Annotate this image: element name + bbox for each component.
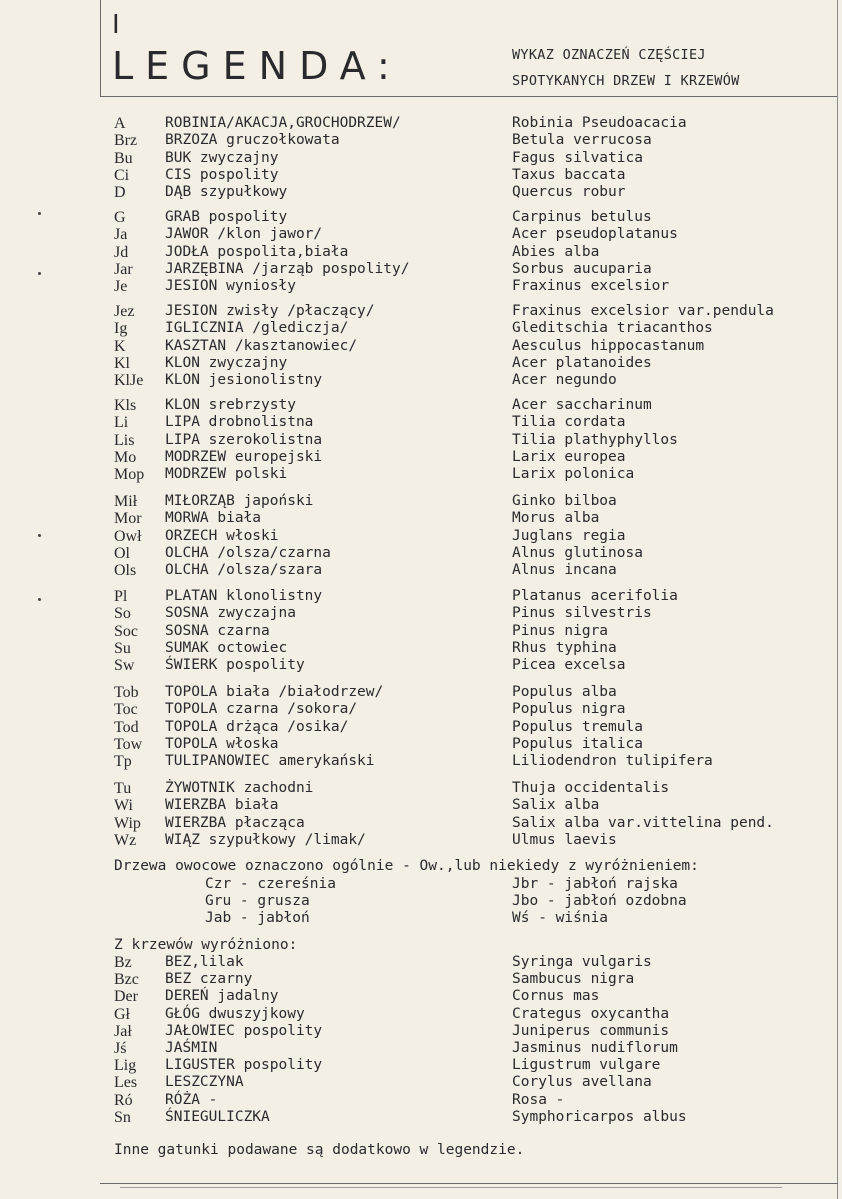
tree-polish-name: JAWOR /klon jawor/ — [165, 226, 323, 243]
tree-polish-name: TOPOLA włoska — [165, 735, 279, 752]
margin-dot — [38, 212, 41, 215]
tree-abbr: Toc — [114, 701, 138, 719]
tree-polish-name: BRZOZA gruczołkowata — [165, 132, 340, 149]
tree-polish-name: WIERZBA biała — [165, 797, 279, 814]
tree-polish-name: IGLICZNIA /glediczja/ — [165, 320, 349, 337]
frame-line-bottom-secondary — [120, 1187, 782, 1188]
tree-latin-name: Ginko bilboa — [512, 493, 617, 509]
tree-latin-name: Acer pseudoplatanus — [512, 226, 678, 243]
tree-latin-name: Acer negundo — [512, 372, 617, 389]
shrub-latin-name: Syringa vulgaris — [512, 954, 652, 970]
tree-abbr: Wz — [114, 831, 137, 849]
tree-latin-name: Taxus baccata — [512, 166, 626, 183]
tree-polish-name: SOSNA zwyczajna — [165, 605, 296, 622]
tree-latin-name: Sorbus aucuparia — [512, 260, 652, 277]
tree-abbr: Owł — [114, 527, 142, 545]
tree-latin-name: Platanus acerifolia — [512, 588, 678, 604]
tree-latin-name: Acer platanoides — [512, 354, 652, 371]
tree-polish-name: JARZĘBINA /jarząb pospolity/ — [165, 260, 410, 277]
shrub-latin-name: Cornus mas — [512, 988, 600, 1005]
tree-abbr: Brz — [114, 132, 138, 150]
shrub-polish-name: GŁÓG dwuszyjkowy — [165, 1005, 305, 1022]
tree-polish-name: LIPA drobnolistna — [165, 414, 314, 431]
tree-latin-name: Salix alba — [512, 797, 600, 814]
tree-abbr: A — [114, 115, 126, 132]
tree-latin-name: Rhus typhina — [512, 639, 617, 656]
tree-latin-name: Betula verrucosa — [512, 132, 652, 149]
tree-latin-name: Pinus nigra — [512, 622, 609, 639]
shrub-latin-name: Crategus oxycantha — [512, 1005, 670, 1022]
tree-polish-name: JODŁA pospolita,biała — [165, 243, 349, 260]
shrub-latin-name: Rosa - — [512, 1091, 565, 1108]
shrub-polish-name: LIGUSTER pospolity — [165, 1057, 323, 1074]
tree-polish-name: KLON jesionolistny — [165, 372, 323, 389]
tree-abbr: G — [114, 209, 126, 226]
tree-latin-name: Populus nigra — [512, 701, 626, 718]
tree-abbr: Su — [114, 639, 131, 657]
tree-polish-name: KLON zwyczajny — [165, 354, 288, 371]
tree-abbr: Tp — [114, 753, 132, 771]
tree-latin-name: Picea excelsa — [512, 657, 626, 674]
tree-latin-name: Carpinus betulus — [512, 209, 652, 225]
tree-latin-name: Fraxinus excelsior — [512, 278, 670, 295]
tree-abbr: Jd — [114, 243, 129, 261]
tree-abbr: Jar — [114, 260, 133, 278]
shrub-polish-name: DEREŃ jadalny — [165, 988, 279, 1005]
tree-abbr: Tow — [114, 735, 143, 753]
tree-latin-name: Quercus robur — [512, 184, 626, 201]
shrubs-heading: Z krzewów wyróżniono: — [114, 937, 298, 953]
shrub-polish-name: JAŁOWIEC pospolity — [165, 1022, 323, 1039]
footer-note: Inne gatunki podawane są dodatkowo w legendzie. — [114, 1142, 525, 1158]
tree-latin-name: Abies alba — [512, 243, 600, 260]
frame-line-top — [100, 96, 838, 97]
tree-latin-name: Juglans regia — [512, 527, 626, 544]
tree-polish-name: ŻYWOTNIK zachodni — [165, 780, 314, 796]
tree-abbr: Mo — [114, 448, 137, 466]
shrub-abbr: Bzc — [114, 971, 139, 989]
tree-polish-name: LIPA szerokolistna — [165, 431, 323, 448]
fruit-trees-intro: Drzewa owocowe oznaczono ogólnie - Ow.,lub niekiedy z wyróżnieniem: — [114, 858, 699, 874]
shrub-latin-name: Ligustrum vulgare — [512, 1057, 661, 1074]
tree-abbr: Wi — [114, 797, 133, 815]
tree-latin-name: Liliodendron tulipifera — [512, 753, 713, 770]
tree-polish-name: ORZECH włoski — [165, 527, 279, 544]
fruit-item: Wś - wiśnia — [512, 910, 609, 926]
shrub-abbr: Les — [114, 1074, 138, 1092]
tree-polish-name: MIŁORZĄB japoński — [165, 493, 314, 509]
subtitle-line-2: SPOTYKANYCH DRZEW I KRZEWÓW — [512, 73, 740, 89]
shrub-abbr: Bz — [114, 954, 132, 971]
tree-abbr: Mił — [114, 493, 138, 510]
tree-polish-name: KLON srebrzysty — [165, 397, 296, 413]
margin-dot — [38, 534, 41, 537]
tree-abbr: D — [114, 184, 126, 202]
tree-polish-name: DĄB szypułkowy — [165, 184, 288, 201]
tree-abbr: Pl — [114, 588, 128, 605]
tree-polish-name: MORWA biała — [165, 510, 262, 527]
shrub-abbr: Ró — [114, 1091, 133, 1109]
tree-abbr: Lis — [114, 431, 135, 449]
shrub-abbr: Der — [114, 988, 138, 1006]
tree-polish-name: JESION wyniosły — [165, 278, 296, 295]
tree-abbr: Ols — [114, 562, 137, 580]
tree-polish-name: SOSNA czarna — [165, 622, 270, 639]
tree-abbr: Mop — [114, 466, 145, 484]
tree-abbr: KlJe — [114, 372, 144, 390]
tree-abbr: Ig — [114, 320, 128, 338]
shrub-abbr: Jś — [114, 1040, 127, 1057]
tree-abbr: Ja — [114, 226, 128, 244]
tree-latin-name: Acer saccharinum — [512, 397, 652, 413]
tree-latin-name: Fagus silvatica — [512, 149, 643, 166]
tree-abbr: Tod — [114, 718, 139, 736]
shrub-polish-name: ŚNIEGULICZKA — [165, 1108, 270, 1125]
tree-latin-name: Larix europea — [512, 448, 626, 465]
tree-latin-name: Aesculus hippocastanum — [512, 337, 705, 354]
tree-latin-name: Tilia plathyphyllos — [512, 431, 678, 448]
tree-polish-name: SUMAK octowiec — [165, 639, 288, 656]
shrub-latin-name: Sambucus nigra — [512, 971, 635, 988]
margin-dot — [38, 598, 41, 601]
tree-latin-name: Populus alba — [512, 684, 617, 700]
tree-polish-name: ŚWIERK pospolity — [165, 657, 305, 674]
tree-polish-name: KASZTAN /kasztanowiec/ — [165, 337, 358, 354]
tree-polish-name: TOPOLA drżąca /osika/ — [165, 718, 349, 735]
tree-latin-name: Thuja occidentalis — [512, 780, 670, 796]
tree-polish-name: TOPOLA czarna /sokora/ — [165, 701, 358, 718]
tree-abbr: Mor — [114, 510, 142, 528]
tree-abbr: Li — [114, 414, 129, 432]
tree-abbr: Bu — [114, 149, 133, 167]
tree-polish-name: TOPOLA biała /białodrzew/ — [165, 684, 384, 700]
tree-abbr: Sw — [114, 657, 135, 675]
tree-latin-name: Robinia Pseudoacacia — [512, 115, 687, 131]
tree-latin-name: Tilia cordata — [512, 414, 626, 431]
tree-latin-name: Alnus glutinosa — [512, 544, 643, 561]
shrub-latin-name: Corylus avellana — [512, 1074, 652, 1091]
frame-line-left — [100, 0, 101, 97]
tree-latin-name: Populus tremula — [512, 718, 643, 735]
tree-abbr: Ol — [114, 544, 130, 562]
tree-abbr: Tu — [114, 780, 132, 797]
tree-polish-name: MODRZEW europejski — [165, 448, 323, 465]
tree-polish-name: TULIPANOWIEC amerykański — [165, 753, 375, 770]
fruit-item: Jbr - jabłoń rajska — [512, 876, 678, 892]
tree-abbr: Soc — [114, 622, 138, 640]
page-title: LEGENDA: — [112, 44, 402, 88]
fruit-item: Gru - grusza — [205, 893, 310, 909]
shrub-polish-name: JAŚMIN — [165, 1040, 218, 1056]
shrub-abbr: Lig — [114, 1057, 137, 1075]
subtitle-line-1: WYKAZ OZNACZEŃ CZĘŚCIEJ — [512, 47, 706, 63]
tree-polish-name: JESION zwisły /płaczący/ — [165, 303, 375, 319]
frame-line-right — [837, 0, 838, 1199]
shrub-polish-name: LESZCZYNA — [165, 1074, 244, 1091]
tree-polish-name: PLATAN klonolistny — [165, 588, 323, 604]
tree-abbr: So — [114, 605, 131, 623]
tree-abbr: Kl — [114, 354, 130, 372]
tree-abbr: Ci — [114, 166, 130, 184]
margin-dot — [38, 272, 41, 275]
tree-polish-name: OLCHA /olsza/czarna — [165, 544, 331, 561]
shrub-polish-name: BEZ czarny — [165, 971, 253, 988]
tree-polish-name: BUK zwyczajny — [165, 149, 279, 166]
tree-latin-name: Larix polonica — [512, 466, 635, 483]
tree-latin-name: Populus italica — [512, 735, 643, 752]
tree-latin-name: Salix alba var.vittelina pend. — [512, 814, 774, 831]
frame-line-bottom — [100, 1183, 838, 1184]
tree-abbr: Kls — [114, 397, 137, 414]
tree-polish-name: CIS pospolity — [165, 166, 279, 183]
tree-latin-name: Fraxinus excelsior var.pendula — [512, 303, 774, 319]
fruit-item: Jbo - jabłoń ozdobna — [512, 893, 687, 909]
fruit-item: Czr - czereśnia — [205, 876, 336, 892]
page-mark: I — [112, 10, 120, 40]
tree-polish-name: MODRZEW polski — [165, 466, 288, 483]
shrub-latin-name: Symphoricarpos albus — [512, 1108, 687, 1125]
tree-latin-name: Alnus incana — [512, 562, 617, 579]
shrub-polish-name: BEZ,lilak — [165, 954, 244, 970]
tree-latin-name: Gleditschia triacanthos — [512, 320, 713, 337]
tree-polish-name: OLCHA /olsza/szara — [165, 562, 323, 579]
shrub-latin-name: Jasminus nudiflorum — [512, 1040, 678, 1056]
shrub-polish-name: RÓŻA - — [165, 1091, 218, 1108]
tree-polish-name: GRAB pospolity — [165, 209, 288, 225]
tree-polish-name: WIERZBA płacząca — [165, 814, 305, 831]
tree-polish-name: ROBINIA/AKACJA,GROCHODRZEW/ — [165, 115, 401, 131]
tree-latin-name: Ulmus laevis — [512, 831, 617, 848]
tree-abbr: Tob — [114, 684, 139, 701]
tree-abbr: Wip — [114, 814, 141, 832]
shrub-abbr: Sn — [114, 1108, 131, 1126]
tree-latin-name: Pinus silvestris — [512, 605, 652, 622]
shrub-latin-name: Juniperus communis — [512, 1022, 670, 1039]
shrub-abbr: Gł — [114, 1005, 130, 1023]
tree-abbr: K — [114, 337, 126, 355]
shrub-abbr: Jał — [114, 1022, 132, 1040]
tree-abbr: Je — [114, 278, 128, 296]
fruit-item: Jab - jabłoń — [205, 910, 310, 926]
tree-latin-name: Morus alba — [512, 510, 600, 527]
tree-polish-name: WIĄZ szypułkowy /limak/ — [165, 831, 366, 848]
tree-abbr: Jez — [114, 303, 135, 320]
